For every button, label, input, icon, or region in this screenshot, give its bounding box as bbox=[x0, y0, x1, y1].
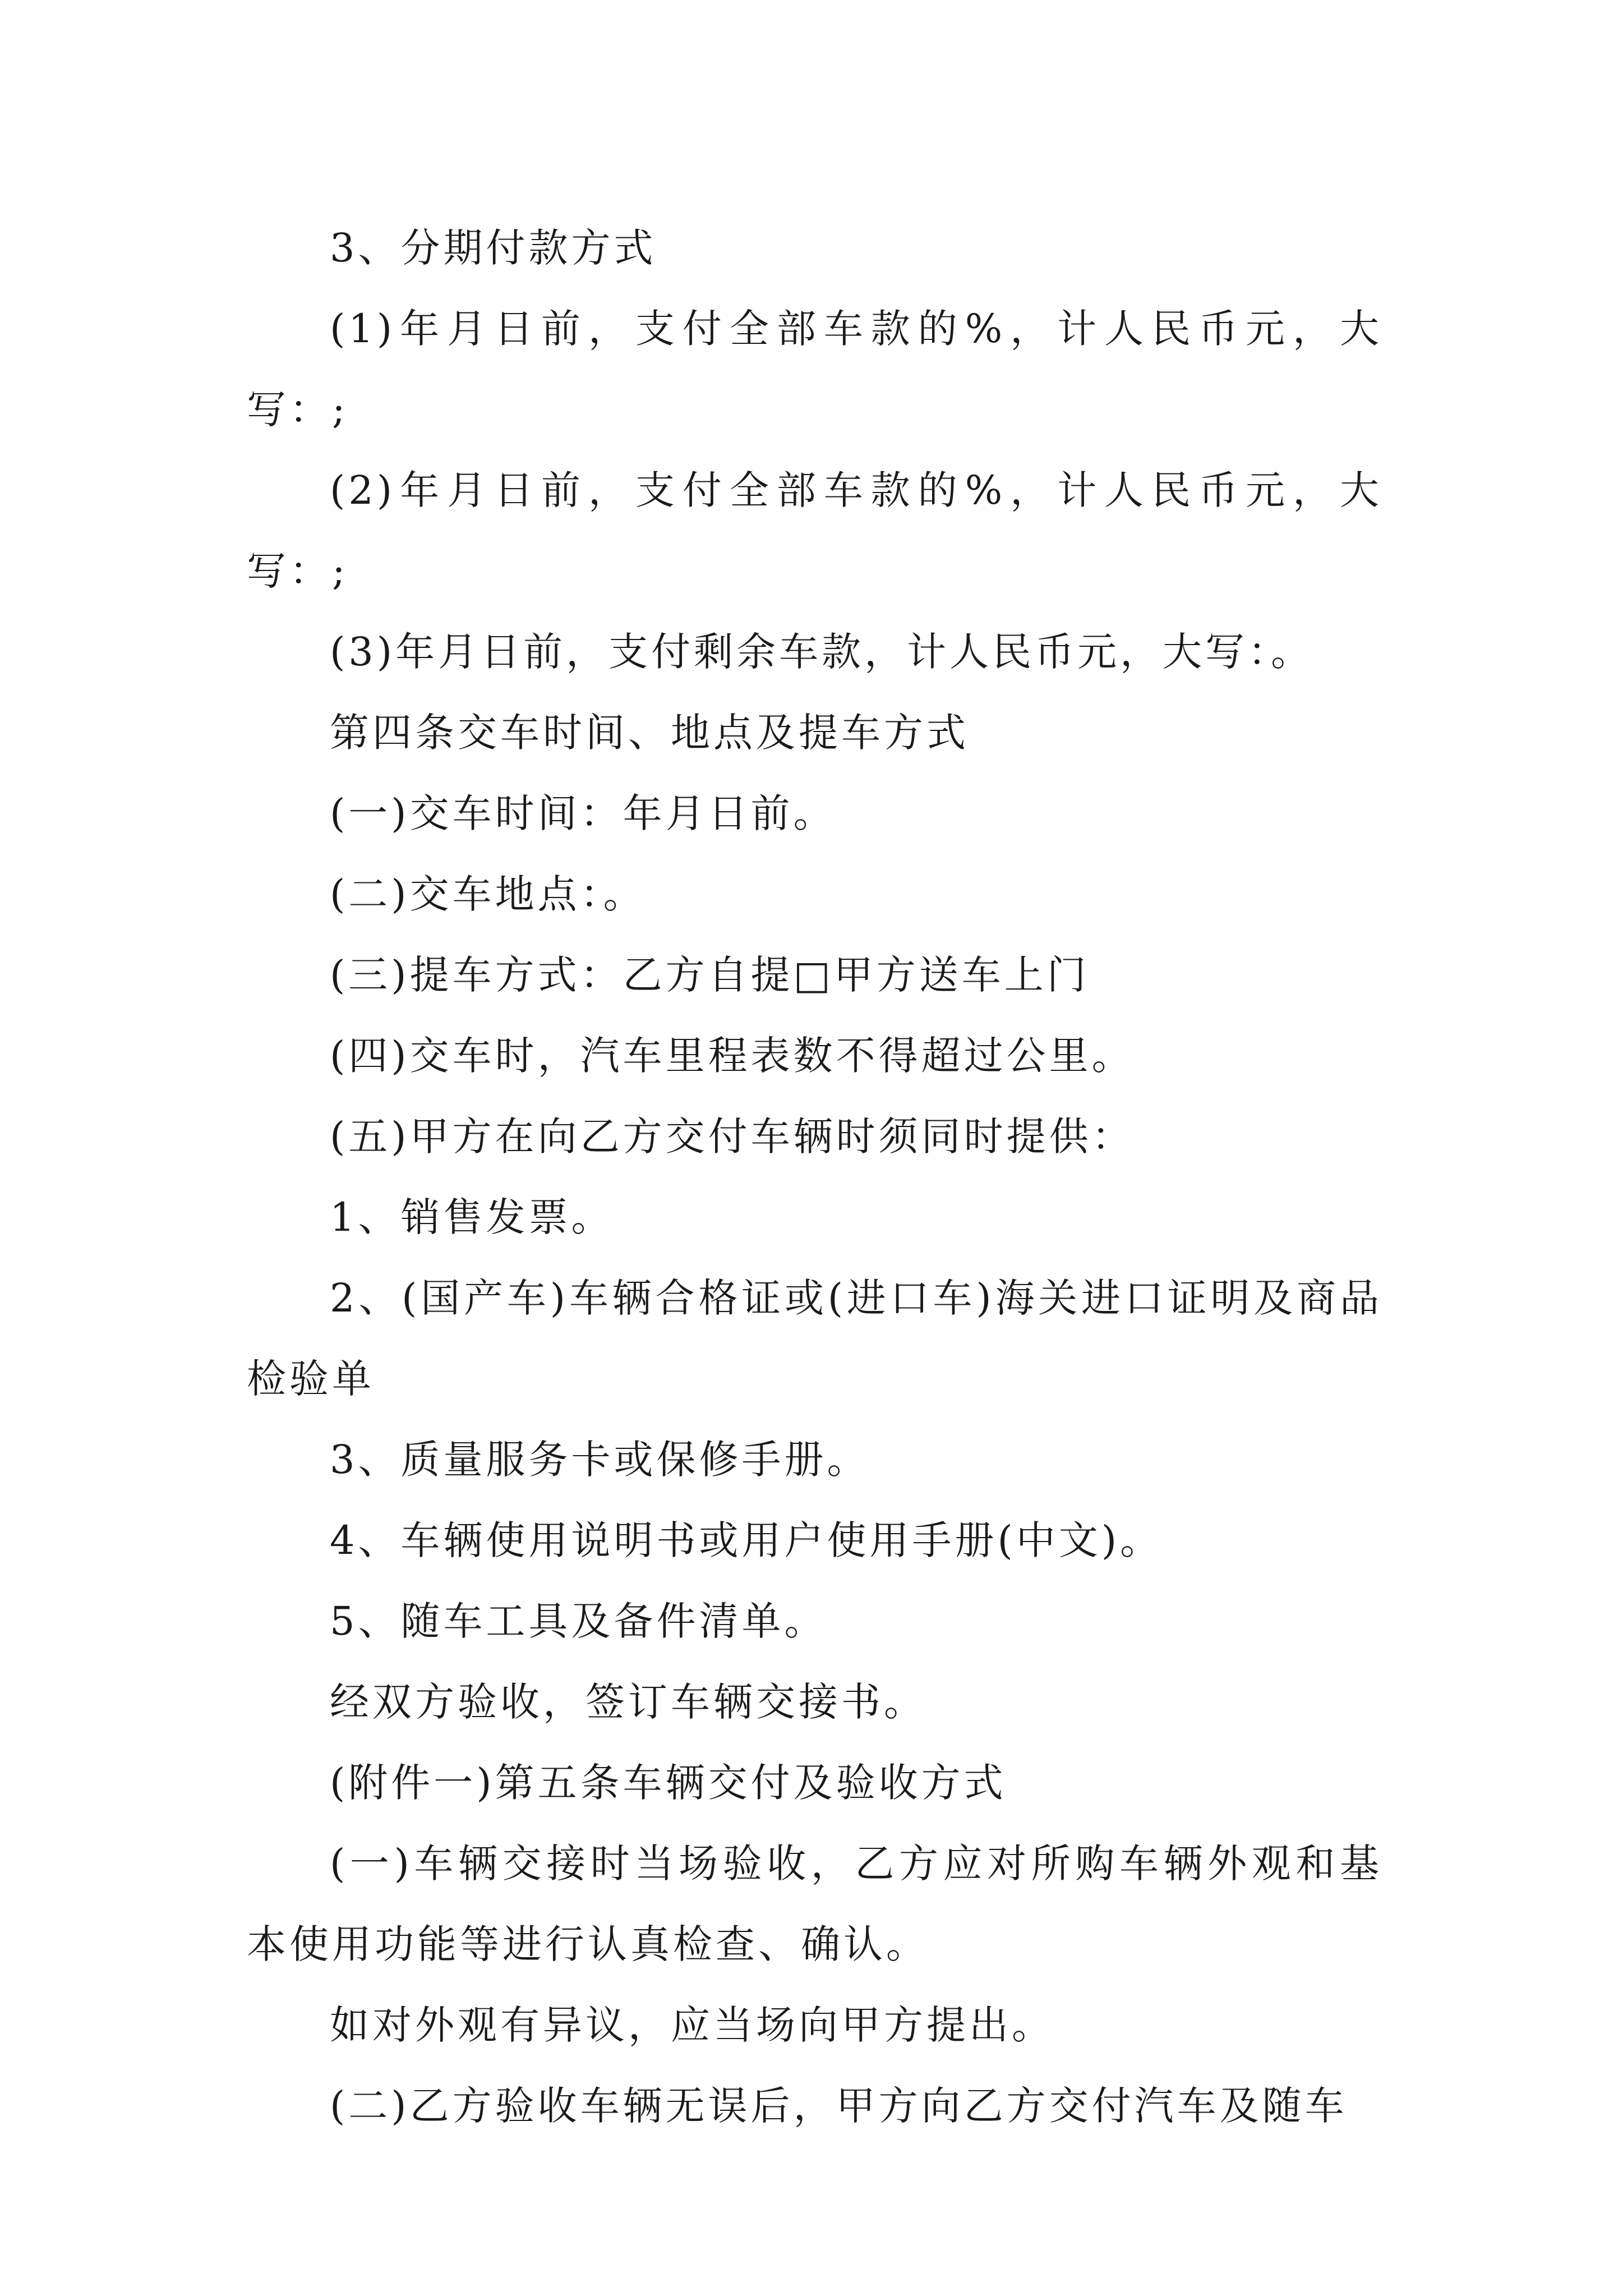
list-item-certificate: 2、(国产车)车辆合格证或(进口车)海关进口证明及商品检验单 bbox=[247, 1275, 1382, 1402]
list-item-warranty: 3、质量服务卡或保修手册。 bbox=[330, 1437, 870, 1483]
paragraph-handover-sign: 经双方验收，签订车辆交接书。 bbox=[330, 1679, 926, 1725]
document-body bbox=[247, 208, 1382, 2146]
paragraph-installment-heading: 3、分期付款方式 bbox=[330, 225, 657, 271]
paragraph-installment-3: (3)年月日前，支付剩余车款，计人民币元，大写：。 bbox=[330, 629, 1314, 675]
list-item-manual: 4、车辆使用说明书或用户使用手册(中文)。 bbox=[330, 1517, 1163, 1563]
paragraph-documents-required: (五)甲方在向乙方交付车辆时须同时提供： bbox=[330, 1114, 1135, 1159]
paragraph-objection: 如对外观有异议，应当场向甲方提出。 bbox=[330, 2002, 1054, 2048]
paragraph-installment-1: (1)年月日前，支付全部车款的%，计人民币元，大写：; bbox=[247, 306, 1382, 432]
paragraph-delivery-place: (二)交车地点：。 bbox=[330, 871, 646, 917]
paragraph-acceptance: (二)乙方验收车辆无误后，甲方向乙方交付汽车及随车 bbox=[330, 2083, 1348, 2129]
paragraph-installment-2: (2)年月日前，支付全部车款的%，计人民币元，大写：; bbox=[247, 467, 1382, 594]
article-4-heading: 第四条交车时间、地点及提车方式 bbox=[330, 710, 969, 756]
paragraph-delivery-time: (一)交车时间：年月日前。 bbox=[330, 790, 836, 836]
paragraph-inspection: (一)车辆交接时当场验收，乙方应对所购车辆外观和基本使用功能等进行认真检查、确认。 bbox=[247, 1841, 1382, 1967]
list-item-tools: 5、随车工具及备件清单。 bbox=[330, 1598, 827, 1644]
list-item-invoice: 1、销售发票。 bbox=[330, 1194, 614, 1240]
paragraph-pickup-method: (三)提车方式：乙方自提□甲方送车上门 bbox=[330, 952, 1090, 998]
article-5-heading: (附件一)第五条车辆交付及验收方式 bbox=[330, 1760, 1007, 1806]
paragraph-odometer-limit: (四)交车时，汽车里程表数不得超过公里。 bbox=[330, 1033, 1135, 1079]
